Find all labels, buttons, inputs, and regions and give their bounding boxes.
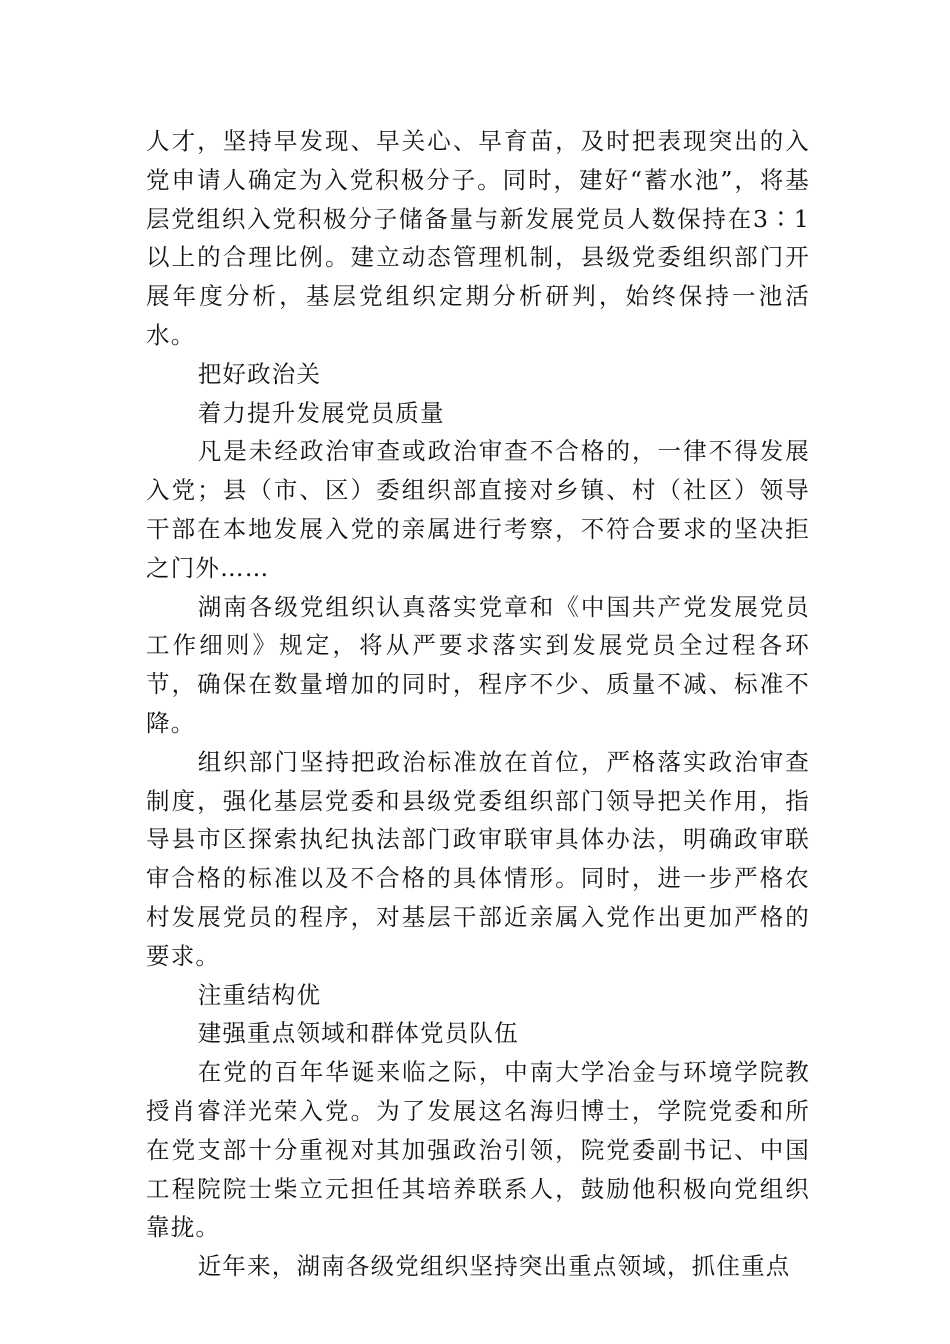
paragraph-body: 近年来，湖南各级党组织坚持突出重点领域，抓住重点 <box>197 1252 791 1281</box>
paragraph-body: 在党的百年华诞来临之际，中南大学冶金与环境学院教授肖睿洋光荣入党。为了发展这名海归博士，学院党委和所在党支部十分重视对其加强政治引领，院党委副书记、中国工程院院士柴立元担任其培养联系人，鼓励他积极向党组织靠拢。 <box>146 1058 810 1242</box>
paragraph-body: 凡是未经政治审查或政治审查不合格的，一律不得发展入党；县（市、区）委组织部直接对乡镇、村（社区）领导干部在本地发展入党的亲属进行考察，不符合要求的坚决拒之门外…… <box>146 437 810 582</box>
section-subheading: 建强重点领域和群体党员队伍 <box>197 1019 519 1048</box>
section-subheading: 着力提升发展党员质量 <box>197 398 445 427</box>
section-heading: 把好政治关 <box>197 359 322 388</box>
paragraph-body: 组织部门坚持把政治标准放在首位，严格落实政治审查制度，强化基层党委和县级党委组织部门领导把关作用，指导县市区探索执纪执法部门政审联审具体办法，明确政审联审合格的标准以及不合格的具体情形。同时，进一步严格农村发展党员的程序，对基层干部近亲属入党作出更加严格的要求。 <box>146 747 810 970</box>
document-page <box>146 122 810 1286</box>
paragraph-body: 人才，坚持早发现、早关心、早育苗，及时把表现突出的入党申请人确定为入党积极分子。同时，建好“蓄水池”，将基层党组织入党积极分子储备量与新发展党员人数保持在3∶1以上的合理比例。建立动态管理机制，县级党委组织部门开展年度分析，基层党组织定期分析研判，始终保持一池活水。 <box>146 127 810 349</box>
section-heading: 注重结构优 <box>197 980 322 1009</box>
paragraph-body: 湖南各级党组织认真落实党章和《中国共产党发展党员工作细则》规定，将从严要求落实到发展党员全过程各环节，确保在数量增加的同时，程序不少、质量不减、标准不降。 <box>146 592 810 737</box>
